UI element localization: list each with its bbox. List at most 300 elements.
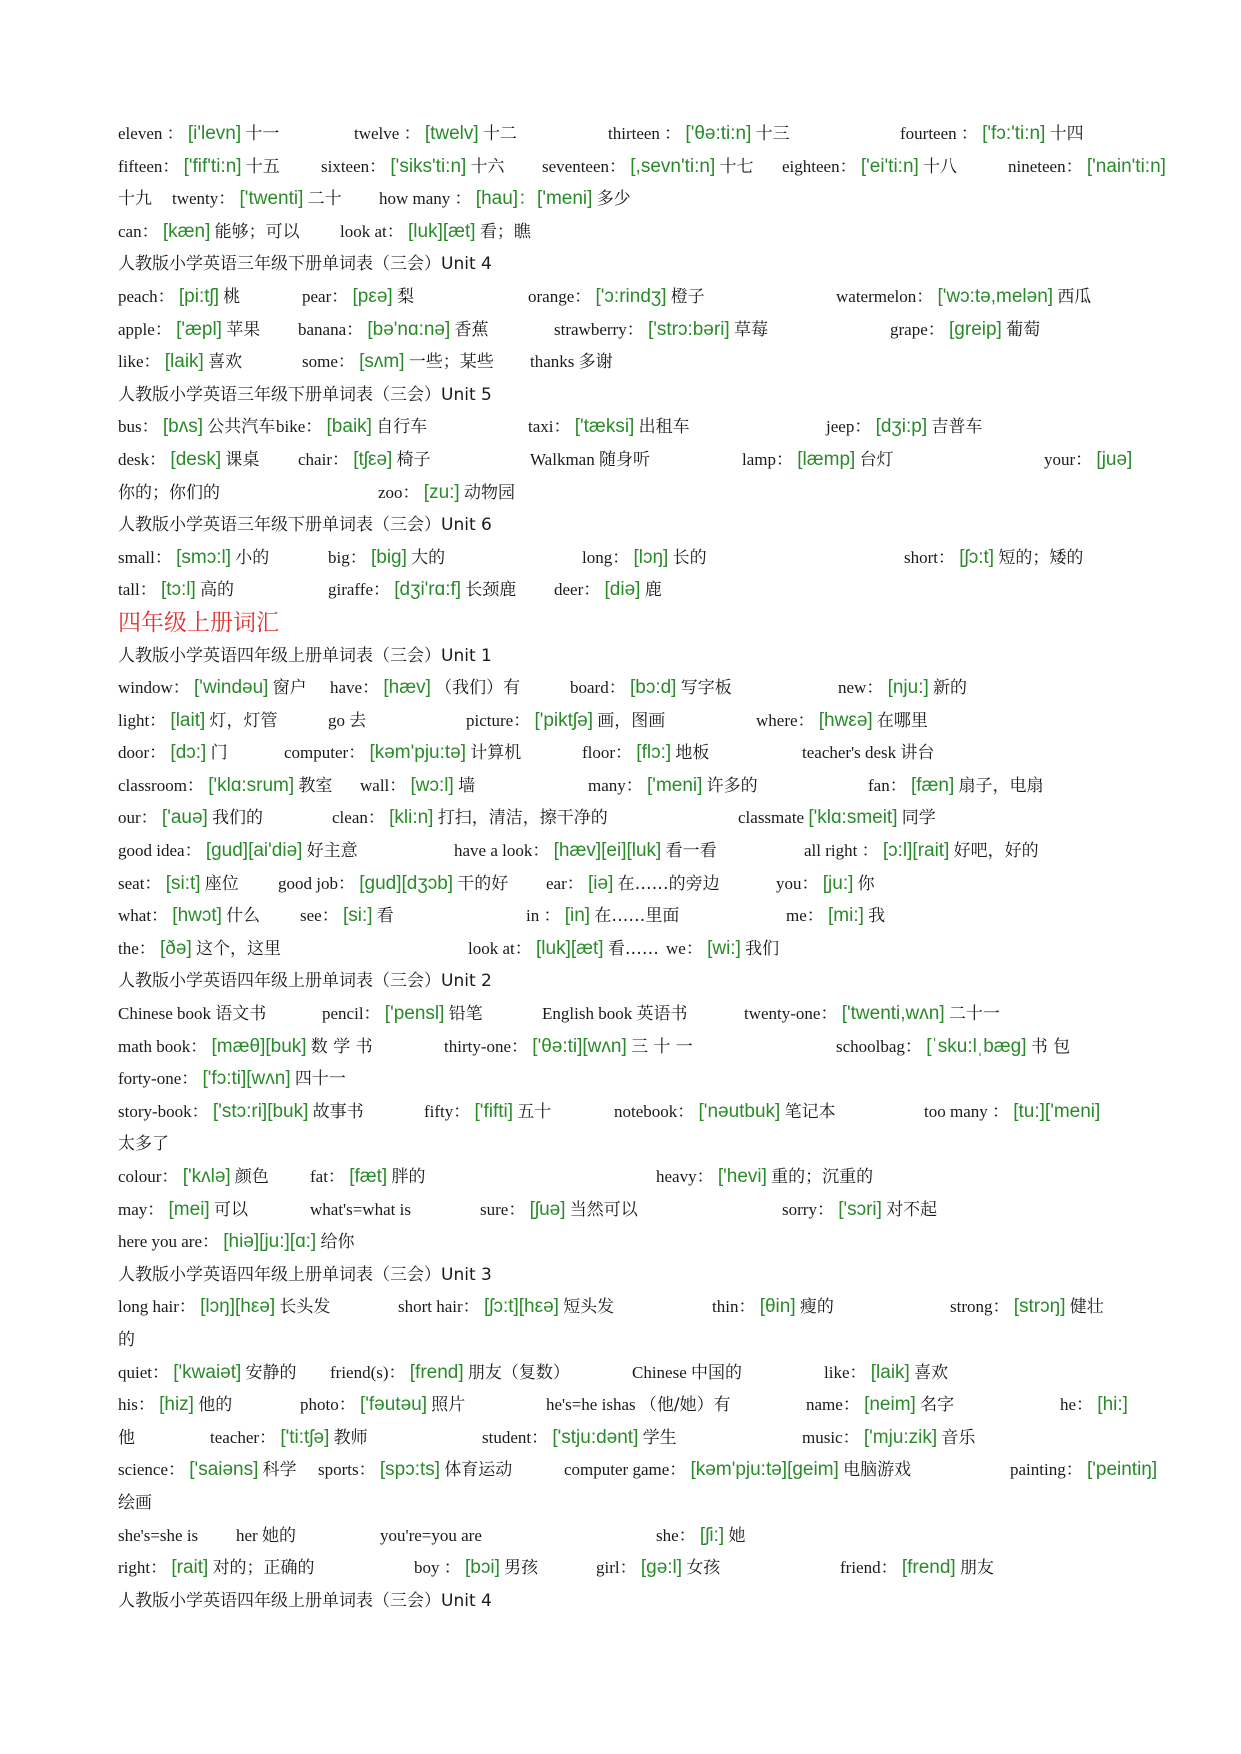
vocab-phonetic: ['mju:zik] [863,1426,938,1448]
vocab-phonetic: [sʌm] [359,351,405,373]
vocab-meaning: （他/她）有 [639,1395,731,1416]
vocab-word: deer： [554,580,601,600]
unit-heading-text: 人教版小学英语四年级上册单词表（三会）Unit 3 [118,1264,492,1285]
vocab-entry [900,118,1084,151]
vocab-row [118,705,1178,738]
vocab-row [118,118,1178,151]
vocab-row [118,1357,1178,1390]
vocab-entry [836,281,1091,314]
vocab-entry [614,1096,836,1129]
vocab-row [118,868,1178,901]
vocab-meaning: 橙子 [670,286,705,307]
vocab-entry [118,1552,315,1585]
vocab-word: name： [806,1395,860,1415]
vocab-entry [802,1422,975,1455]
vocab-meaning: 男孩 [504,1558,539,1579]
vocab-meaning: 铅笔 [448,1004,483,1025]
vocab-phonetic: [iə] [588,872,614,894]
vocab-entry [632,1357,742,1390]
vocab-meaning: 中国的 [691,1362,743,1383]
vocab-meaning: 科学 [262,1460,297,1481]
vocab-entry [210,1422,368,1455]
vocab-meaning: 在……的旁边 [617,873,720,894]
vocab-phonetic: [greip] [949,318,1002,340]
vocab-word: sure： [480,1199,526,1219]
vocab-word: bike： [276,417,323,437]
vocab-entry [118,1389,232,1422]
vocab-phonetic: ['auə] [161,807,208,829]
vocab-word: watermelon： [836,286,934,306]
vocab-word: your： [1044,449,1093,469]
vocab-meaning: 长头发 [279,1297,331,1318]
vocab-meaning: 他的 [198,1395,233,1416]
vocab-phonetic: ['stju:dənt] [552,1426,639,1448]
vocab-phonetic: [in] [564,905,591,927]
vocab-phonetic: [kli:n] [389,807,434,829]
vocab-meaning: 好主意 [306,841,358,862]
vocab-row [118,1324,1178,1357]
vocab-word: in ： [526,906,561,926]
vocab-meaning: 看…… [607,938,659,959]
vocab-phonetic: [si:] [342,905,373,927]
vocab-word: forty-one： [118,1069,199,1089]
vocab-entry [786,900,885,933]
vocab-phonetic: ['nain'ti:n] [1086,155,1166,177]
vocab-entry [542,998,687,1031]
vocab-row [118,1422,1178,1455]
unit-heading [118,1585,1178,1618]
vocab-meaning: 绘画 [118,1492,152,1513]
vocab-entry [838,672,967,705]
vocab-entry [322,998,483,1031]
vocab-phonetic: [lɔŋ] [633,546,669,568]
vocab-word: science： [118,1460,186,1480]
vocab-meaning: 可以 [213,1199,248,1220]
vocab-word: grape： [890,319,945,339]
vocab-phonetic: [nju:] [887,677,929,699]
vocab-phonetic: ['pensl] [384,1003,445,1025]
vocab-word: light： [118,710,167,730]
vocab-phonetic: ['fifti] [474,1100,513,1122]
vocab-meaning: 大的 [411,547,446,568]
vocab-entry [118,672,307,705]
grade-title [118,607,1178,640]
vocab-row [118,1454,1178,1487]
unit-heading [118,965,1178,998]
vocab-meaning: 健壮 [1069,1297,1104,1318]
vocab-phonetic: [wi:] [707,937,741,959]
vocab-meaning: 多少 [596,189,631,210]
vocab-meaning: 看一看 [665,841,717,862]
vocab-phonetic: ['tæksi] [574,416,635,438]
vocab-word: Walkman [530,449,595,469]
vocab-phonetic: [hi:] [1097,1394,1128,1416]
vocab-entry [118,1096,364,1129]
vocab-word: picture： [466,710,531,730]
vocab-word: sixteen： [321,156,387,176]
vocab-word: notebook： [614,1101,695,1121]
vocab-phonetic: [diə] [604,579,641,601]
vocab-meaning: 高的 [200,580,235,601]
vocab-entry [480,1194,638,1227]
vocab-row [118,1063,1178,1096]
vocab-meaning: 对的；正确的 [212,1558,315,1579]
vocab-word: window： [118,678,190,698]
vocab-phonetic: ['peintiŋ] [1086,1459,1158,1481]
vocab-entry [1010,1454,1157,1487]
vocab-word: look at： [340,221,404,241]
vocab-phonetic: [zu:] [423,481,460,503]
vocab-row [118,1128,1178,1161]
vocab-entry [236,1520,296,1553]
vocab-word: floor： [582,743,633,763]
vocab-meaning: 对不起 [886,1199,938,1220]
vocab-phonetic: ['sɔri] [838,1198,882,1220]
vocab-word: can： [118,221,159,241]
vocab-word: classmate [738,808,805,828]
vocab-phonetic: ['twenti] [239,188,304,210]
vocab-entry [546,868,720,901]
vocab-word: math book： [118,1036,208,1056]
vocab-phonetic: ['strɔ:bəri] [647,318,730,340]
vocab-phonetic: [hiə][ju:][ɑ:] [223,1231,317,1253]
vocab-word: door： [118,743,167,763]
vocab-word: twelve ： [354,124,421,143]
vocab-phonetic: ['hevi] [717,1166,767,1187]
vocab-meaning: 打扫，清洁，擦干净的 [437,808,608,829]
vocab-phonetic: ['windəu] [194,677,269,699]
vocab-entry [542,151,753,184]
vocab-row [118,1552,1178,1585]
vocab-entry [118,1291,330,1324]
vocab-entry [530,346,613,379]
vocab-phonetic: [bɔi] [465,1557,500,1579]
vocab-phonetic: [tu:]['meni] [1013,1100,1101,1122]
vocab-word: the： [118,938,156,958]
vocab-entry [118,1063,346,1096]
vocab-meaning: 名字 [920,1395,955,1416]
vocab-phonetic: [hiz] [159,1394,194,1416]
vocab-entry [118,477,220,510]
vocab-word: how many ： [379,189,472,209]
vocab-word: Chinese book [118,1004,212,1024]
vocab-word: fifty： [424,1101,471,1121]
unit-heading-text: 人教版小学英语四年级上册单词表（三会）Unit 4 [118,1590,492,1611]
vocab-word: lamp： [742,449,793,469]
vocab-word: new： [838,678,884,698]
vocab-entry [466,705,665,738]
vocab-entry [118,1487,152,1520]
vocab-word: what： [118,906,169,926]
vocab-phonetic: [kæn] [162,220,211,242]
vocab-meaning: 好吧，好的 [953,841,1039,862]
vocab-phonetic: ['fɔ:'ti:n] [982,123,1046,144]
vocab-phonetic: [pεə] [352,285,393,307]
vocab-word: thirty-one： [444,1036,529,1056]
vocab-meaning: 在哪里 [876,710,928,731]
vocab-word: orange： [528,286,592,306]
vocab-meaning: 十八 [923,156,958,177]
vocab-phonetic: [ʃuə] [529,1198,566,1220]
vocab-entry [424,1096,551,1129]
vocab-entry [868,770,1044,803]
vocab-phonetic: [hæv] [383,677,431,699]
vocab-meaning: 故事书 [312,1101,364,1122]
vocab-entry [744,998,1000,1031]
vocab-meaning: 窗户 [272,678,307,699]
vocab-phonetic: [spɔ:ts] [379,1459,441,1481]
vocab-entry [118,1128,169,1161]
vocab-entry [118,574,234,607]
vocab-entry [118,542,269,575]
vocab-meaning: 椅子 [396,449,431,470]
vocab-meaning: 草莓 [733,319,768,340]
vocab-row [118,802,1178,835]
vocab-entry [340,216,531,249]
vocab-meaning: 照片 [431,1395,466,1416]
vocab-word: nineteen： [1008,156,1083,176]
vocab-meaning: 安静的 [245,1362,297,1383]
vocab-entry [528,281,705,314]
vocab-phonetic: [gud][ai'diə] [205,840,303,862]
vocab-meaning: 语文书 [215,1004,267,1025]
vocab-entry [298,314,489,347]
vocab-meaning: 笔记本 [784,1101,836,1122]
vocab-word: fat： [310,1167,345,1186]
vocab-word: clean： [332,808,385,828]
vocab-row [118,1031,1178,1064]
vocab-phonetic: [big] [370,546,407,568]
vocab-entry [414,1552,538,1585]
vocab-meaning: 的 [118,1329,135,1350]
vocab-phonetic: [læmp] [797,448,856,470]
vocab-phonetic: [pi:tʃ] [178,285,220,307]
vocab-row [118,1520,1178,1553]
vocab-word: you： [776,873,819,893]
vocab-phonetic: [dɔ:] [170,742,207,764]
vocab-phonetic: ['stɔ:ri][buk] [212,1100,309,1122]
vocab-meaning: 自行车 [376,417,428,438]
vocab-word: small： [118,547,172,567]
vocab-phonetic: ['ɔ:rindʒ] [595,285,667,307]
vocab-entry [310,1161,425,1194]
vocab-meaning: 教室 [298,775,333,796]
vocab-meaning: 数 学 书 [310,1036,373,1057]
vocab-word: schoolbag： [836,1036,922,1056]
vocab-word: our： [118,808,158,828]
vocab-row [118,151,1178,184]
vocab-word: teacher's desk [802,743,897,763]
vocab-phonetic: [fæt] [349,1166,388,1187]
vocab-entry [1044,444,1132,477]
vocab-meaning: 长颈鹿 [465,580,517,601]
vocab-phonetic: ['æpl] [176,318,222,340]
vocab-meaning: 画，图画 [597,710,666,731]
vocab-entry [782,151,957,184]
vocab-meaning: 十三 [755,124,790,144]
vocab-entry [528,411,690,444]
vocab-entry [380,1520,482,1553]
vocab-row [118,574,1178,607]
vocab-row [118,770,1178,803]
vocab-phonetic: [kəm'pju:tə][geim] [690,1459,839,1481]
vocab-row [118,444,1178,477]
vocab-meaning: 十一 [245,124,280,144]
vocab-meaning: 苹果 [226,319,261,340]
vocab-word: seat： [118,873,162,893]
vocab-meaning: 英语书 [636,1004,688,1025]
grade-title-text: 四年级上册词汇 [118,609,279,636]
vocab-word: me： [786,906,824,926]
vocab-entry [332,802,608,835]
vocab-entry [118,444,259,477]
vocab-word: we： [666,938,703,958]
vocab-meaning: 西瓜 [1057,286,1092,307]
vocab-entry [378,477,515,510]
vocab-entry [824,1357,948,1390]
vocab-entry [118,770,332,803]
vocab-meaning: 讲台 [900,743,935,764]
vocab-word: peach： [118,286,175,306]
vocab-meaning: 十二 [482,124,517,144]
vocab-meaning: 书 包 [1030,1036,1071,1057]
vocab-phonetic: [i'levn] [187,123,242,144]
vocab-phonetic: [neim] [864,1394,916,1416]
vocab-word: too many ： [924,1101,1009,1121]
vocab-phonetic: [dʒi:p] [875,416,928,438]
vocab-word: sports： [318,1460,376,1480]
vocab-meaning: 写字板 [680,678,732,699]
vocab-phonetic: [hwεə] [818,709,873,731]
vocab-word: girl： [596,1558,637,1578]
vocab-entry [118,1031,373,1064]
vocab-meaning: 鹿 [644,580,662,601]
vocab-meaning: 桃 [223,286,241,307]
vocab-entry [118,1226,354,1259]
unit-heading [118,509,1178,542]
vocab-phonetic: [lɔŋ][hεə] [200,1296,276,1318]
vocab-entry [482,1422,677,1455]
vocab-phonetic: ['wɔ:tə,melən] [937,285,1054,307]
vocab-row [118,216,1178,249]
vocab-word: English book [542,1004,633,1024]
vocab-entry [318,1454,512,1487]
vocab-word: may： [118,1199,165,1219]
vocab-entry [118,151,280,184]
vocab-word: good job： [278,873,355,893]
vocab-meaning: 瘦的 [799,1297,834,1318]
vocab-phonetic: [desk] [170,448,222,470]
vocab-row [118,998,1178,1031]
vocab-word: seventeen： [542,156,627,176]
vocab-word: go [328,710,345,730]
vocab-entry [118,998,266,1031]
vocab-phonetic: [rait] [171,1557,209,1579]
vocab-meaning: 胖的 [391,1167,426,1187]
vocab-meaning: 梨 [396,286,414,307]
vocab-meaning: 我 [868,906,886,927]
vocab-meaning: 小的 [235,547,270,568]
vocab-word: bus： [118,417,159,437]
vocab-entry [278,868,508,901]
vocab-entry [904,542,1083,575]
vocab-entry [118,1422,135,1455]
vocab-row [118,183,1178,216]
vocab-entry [118,802,263,835]
vocab-entry [950,1291,1104,1324]
vocab-meaning: 长的 [672,547,707,568]
vocab-meaning: 她 [728,1525,746,1546]
vocab-word: have： [330,678,380,698]
vocab-meaning: 地板 [675,743,710,764]
vocab-meaning: 音乐 [941,1427,976,1448]
vocab-meaning: 许多的 [706,775,758,796]
vocab-word: like： [824,1362,867,1382]
vocab-entry [360,770,475,803]
vocab-meaning: 喜欢 [208,352,243,373]
vocab-meaning: 短的；矮的 [998,547,1084,568]
vocab-row [118,933,1178,966]
vocab-word: friend(s)： [330,1362,406,1382]
vocab-meaning: 同学 [901,808,936,829]
vocab-word: wall： [360,775,407,795]
vocab-phonetic: ['fɔ:ti][wʌn] [202,1068,291,1090]
vocab-word: fifteen： [118,156,180,176]
vocab-phonetic: [bɔ:d] [629,677,677,699]
vocab-meaning: 灯，灯管 [209,710,278,731]
vocab-meaning: （我们）有 [435,678,521,699]
vocab-entry [564,1454,911,1487]
vocab-phonetic: [hau]：['meni] [475,188,593,210]
vocab-phonetic: ['nəutbuk] [698,1100,781,1122]
vocab-phonetic: [gud][dʒɔb] [359,872,454,894]
vocab-word: she： [656,1525,696,1545]
vocab-entry [328,705,366,738]
vocab-entry [118,118,279,151]
vocab-entry [656,1161,873,1194]
vocab-word: long hair： [118,1297,196,1317]
vocab-word: like： [118,352,161,372]
vocab-phonetic: [wɔ:l] [410,774,454,796]
vocab-meaning: 当然可以 [569,1199,638,1220]
vocab-word: look at： [468,938,532,958]
vocab-word: her [236,1525,258,1545]
vocab-phonetic: [kəm'pju:tə] [369,742,467,764]
vocab-word: student： [482,1427,549,1447]
unit-heading [118,1259,1178,1292]
vocab-phonetic: [hæv][ei][luk] [553,840,662,862]
vocab-word: apple： [118,319,172,339]
vocab-entry [840,1552,994,1585]
vocab-word: music： [802,1427,860,1447]
vocab-meaning: 十九 [118,189,152,210]
vocab-entry [118,216,300,249]
vocab-row [118,900,1178,933]
vocab-entry [444,1031,693,1064]
vocab-row [118,314,1178,347]
vocab-entry [742,444,894,477]
vocab-entry [118,183,152,216]
vocab-entry [118,933,281,966]
vocab-meaning: 她的 [261,1525,296,1546]
vocab-entry [738,802,936,835]
vocab-meaning: 这个，这里 [195,938,281,959]
vocab-meaning: 体育运动 [444,1460,513,1481]
vocab-word: many： [588,775,643,795]
vocab-entry [328,574,516,607]
vocab-phonetic: ['ei'ti:n] [860,155,919,177]
vocab-row [118,1389,1178,1422]
